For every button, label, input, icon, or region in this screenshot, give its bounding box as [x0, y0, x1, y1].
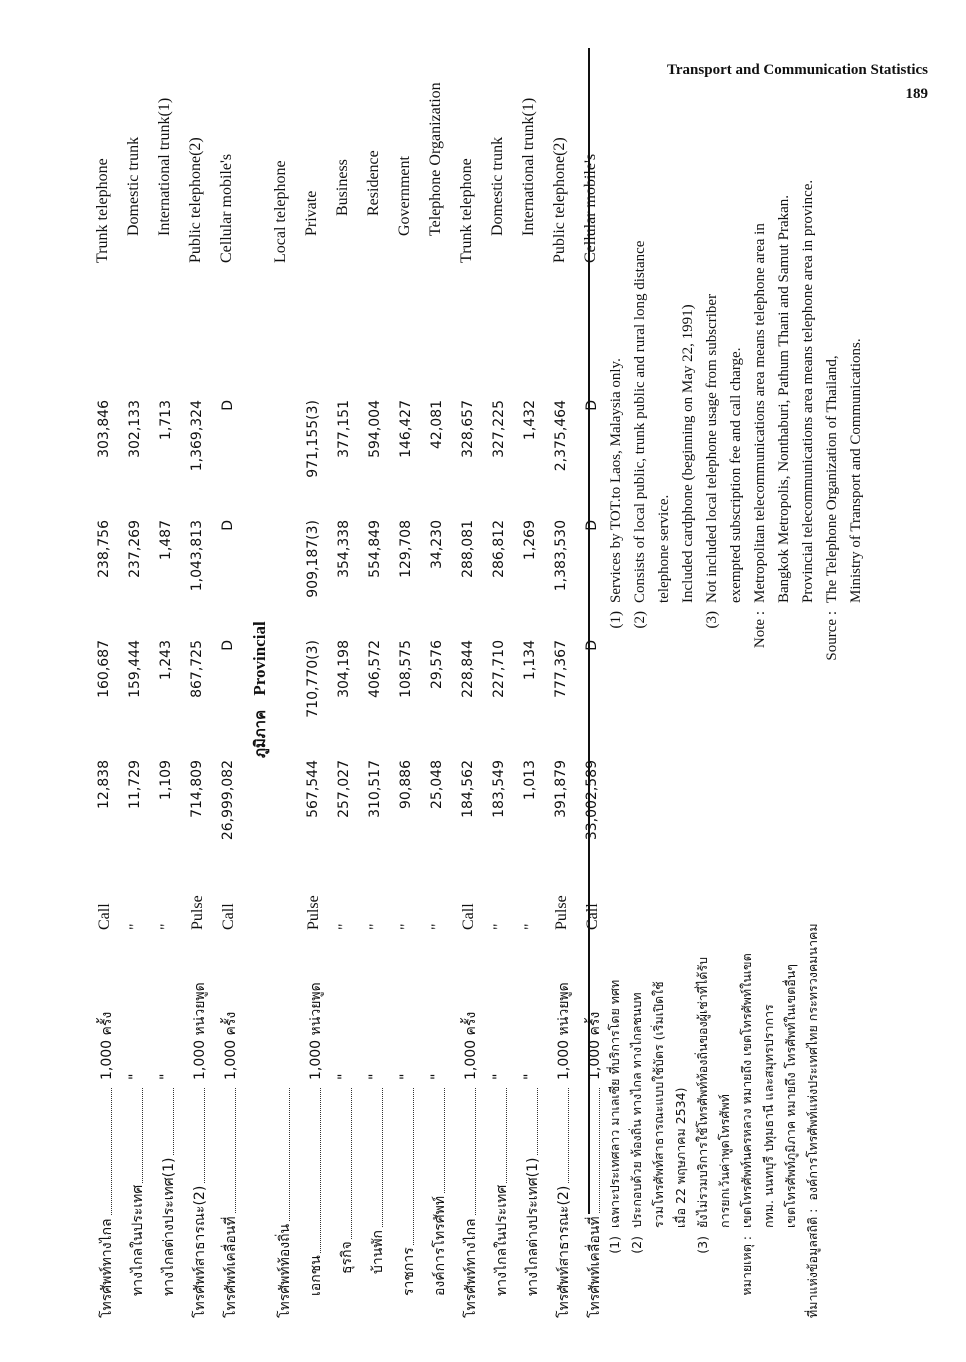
value-col-1: 567,544 [305, 760, 321, 818]
row-label-english: International trunk(1) [156, 97, 173, 236]
section-heading-english: Provincial [250, 621, 269, 696]
row-unit: 1,000 หน่วยพูด [192, 982, 208, 1080]
value-col-2: 159,444 [127, 640, 143, 698]
row-label-english: Cellular mobile's [582, 153, 599, 263]
footnote-text: เขตโทรศัพท์นครหลวง หมายถึง เขตโทรศัพท์ในเขต [739, 953, 754, 1228]
value-col-3: 1,269 [522, 520, 538, 561]
footnote-key: (3) [704, 611, 720, 629]
row-unit-type: " [429, 923, 446, 930]
row-label-thai [460, 1088, 482, 1318]
notes-divider [588, 48, 590, 1318]
row-unit: " [158, 1073, 174, 1080]
footnote-line [724, 53, 748, 693]
row-label-thai [491, 1088, 513, 1296]
row-label-english: Public telephone(2) [187, 137, 204, 263]
footnote-text: Consists of local public, trunk public and rural long distance [632, 240, 648, 603]
value-col-3: 909,187(3) [305, 520, 321, 598]
row-label-thai-text: โทรศัพท์สาธารณะ(2) [556, 1185, 572, 1318]
value-col-2: 1,134 [522, 640, 538, 681]
value-col-2: D [220, 640, 236, 651]
footnote-text: เฉพาะประเทศลาว มาเลเซีย ที่บริการโดย ทศท [607, 979, 622, 1228]
value-col-3: 238,756 [96, 520, 112, 578]
footnote-line [772, 53, 796, 693]
footnote-line [714, 718, 736, 1318]
value-col-3: 129,708 [398, 520, 414, 578]
value-col-1: 12,838 [96, 760, 112, 809]
row-unit: " [522, 1073, 538, 1080]
footnote-line [844, 53, 868, 693]
table-row [363, 48, 391, 1318]
row-unit-type: " [158, 923, 175, 930]
footnote-text: Metropolitan telecommunications area means telephone area in [752, 223, 768, 603]
value-col-1: 257,027 [336, 760, 352, 818]
footnote-text: telephone service. [656, 494, 672, 603]
row-label-thai-text: ทางไกลต่างประเทศ(1) [161, 1157, 177, 1296]
value-col-2: D [584, 640, 600, 651]
footnote-key: Source : [824, 611, 840, 661]
footnote-key: (1) [608, 611, 624, 629]
value-col-2: 406,572 [367, 640, 383, 698]
value-col-3: D [220, 520, 236, 531]
row-label-thai [274, 1088, 296, 1318]
table-row [216, 48, 244, 1318]
footnote-line [604, 53, 628, 693]
row-label-thai [429, 1088, 451, 1296]
table-row [549, 48, 577, 1318]
row-label-thai-text: โทรศัพท์เคลื่อนที่ [587, 1216, 603, 1318]
rotated-table-page [48, 48, 918, 1318]
value-col-2: 304,198 [336, 640, 352, 698]
row-unit-type: " [398, 923, 415, 930]
value-col-2: 108,575 [398, 640, 414, 698]
value-col-1: 183,549 [491, 760, 507, 818]
row-label-thai-text: องค์การโทรศัพท์ [432, 1195, 448, 1296]
footnote-line [692, 718, 714, 1318]
row-label-english: International trunk(1) [520, 97, 537, 236]
footnote-line [604, 718, 626, 1318]
row-label-thai-text: โทรศัพท์เคลื่อนที่ [223, 1216, 239, 1318]
value-col-4: 377,151 [336, 400, 352, 458]
footnote-text: รวมโทรศัพท์สาธารณะแบบใช้บัตร (เริ่มเปิดใช้ [651, 981, 666, 1228]
section-heading-provincial [248, 621, 272, 758]
value-col-4: 42,081 [429, 400, 445, 449]
row-label-thai [553, 1088, 575, 1318]
value-col-3: 354,338 [336, 520, 352, 578]
footnote-text: Included cardphone (beginning on May 22, 1991) [680, 304, 696, 603]
row-unit: " [429, 1073, 445, 1080]
row-label-english: Public telephone(2) [551, 137, 568, 263]
footnote-text: Bangkok Metropolis, Nonthaburi, Pathum Thani and Samut Prakan. [776, 194, 792, 603]
row-label-thai-text: ทางไกลต่างประเทศ(1) [525, 1157, 541, 1296]
table-row [154, 48, 182, 1318]
footnote-key: (2) [632, 611, 648, 629]
row-label-english: Private [303, 190, 320, 236]
table-row [518, 48, 546, 1318]
value-col-4: 971,155(3) [305, 400, 321, 478]
row-label-thai [158, 1088, 180, 1296]
value-col-1: 90,886 [398, 760, 414, 809]
row-label-thai-text: โทรศัพท์สาธารณะ(2) [192, 1185, 208, 1318]
footnote-line [736, 718, 758, 1318]
row-label-thai [522, 1088, 544, 1296]
page-header-title: Transport and Communication Statistics [667, 62, 928, 78]
row-label-english: Domestic trunk [489, 136, 506, 236]
row-label-english: Telephone Organization [427, 82, 444, 236]
row-label-thai-text: โทรศัพท์ทางไกล [463, 1218, 479, 1318]
table-row [123, 48, 151, 1318]
row-label-english: Domestic trunk [125, 136, 142, 236]
row-label-thai-text: โทรศัพท์ทางไกล [99, 1218, 115, 1318]
footnote-key: Note : [752, 611, 768, 649]
row-unit: 1,000 ครั้ง [223, 1011, 239, 1080]
value-col-4: 302,133 [127, 400, 143, 458]
value-col-1: 33,002,589 [584, 760, 600, 841]
row-unit-type: Call [220, 903, 237, 930]
value-col-4: 1,369,324 [189, 400, 205, 472]
row-label-thai [305, 1088, 327, 1296]
row-label-thai-text: ธุรกิจ [339, 1241, 355, 1274]
row-label-thai [367, 1088, 389, 1274]
value-col-2: 867,725 [189, 640, 205, 698]
value-col-4: 2,375,464 [553, 400, 569, 472]
footnote-text: องค์การโทรศัพท์แห่งประเทศไทย กระทรวงคมนาคม [805, 923, 820, 1201]
row-label-thai [96, 1088, 118, 1318]
row-label-thai [398, 1088, 420, 1296]
footnote-text: การยกเว้นค่าพูดโทรศัพท์ [717, 1094, 732, 1228]
row-label-thai-text: ทางไกลในประเทศ [494, 1184, 510, 1296]
value-col-2: 710,770(3) [305, 640, 321, 718]
row-unit: " [336, 1073, 352, 1080]
footnote-text: exempted subscription fee and call charge. [728, 347, 744, 603]
row-unit: 1,000 ครั้ง [587, 1011, 603, 1080]
row-unit-type: Pulse [305, 895, 322, 930]
footnote-text: ยังไม่รวมบริการใช้โทรศัพท์ท้องถิ่นของผู้เช่าที่ได้รับ [695, 956, 710, 1228]
row-label-english: Business [334, 159, 351, 216]
row-unit: " [367, 1073, 383, 1080]
value-col-4: 1,432 [522, 400, 538, 441]
row-label-thai [220, 1088, 242, 1318]
row-label-thai-text: โทรศัพท์ท้องถิ่น [277, 1223, 293, 1318]
table-row [394, 48, 422, 1318]
row-unit-type: " [127, 923, 144, 930]
row-label-english: Trunk telephone [458, 158, 475, 263]
value-col-2: 227,710 [491, 640, 507, 698]
footnote-line [780, 718, 802, 1318]
value-col-4: 1,713 [158, 400, 174, 441]
value-col-1: 310,517 [367, 760, 383, 818]
row-label-thai-text: บ้านพัก [370, 1229, 386, 1274]
value-col-4: D [220, 400, 236, 411]
row-unit: " [398, 1073, 414, 1080]
value-col-2: 160,687 [96, 640, 112, 698]
footnote-line [628, 53, 652, 693]
value-col-2: 777,367 [553, 640, 569, 698]
value-col-3: 34,230 [429, 520, 445, 569]
value-col-4: 328,657 [460, 400, 476, 458]
footnote-line [802, 718, 824, 1318]
row-label-thai [127, 1088, 149, 1296]
row-unit-type: " [522, 923, 539, 930]
row-unit: " [491, 1073, 507, 1080]
row-unit: 1,000 ครั้ง [99, 1011, 115, 1080]
value-col-1: 11,729 [127, 760, 143, 809]
footnote-line [652, 53, 676, 693]
row-unit-type: Pulse [553, 895, 570, 930]
row-unit: 1,000 หน่วยพูด [556, 982, 572, 1080]
row-label-english: Cellular mobile's [218, 153, 235, 263]
footnote-line [670, 718, 692, 1318]
row-unit-type: Pulse [189, 895, 206, 930]
value-col-3: 554,849 [367, 520, 383, 578]
table-row [185, 48, 213, 1318]
footnote-text: เขตโทรศัพท์ภูมิภาค หมายถึง โทรศัพท์ในเขตอื่นๆ [783, 964, 798, 1228]
row-unit-type: " [336, 923, 353, 930]
row-unit-type: " [367, 923, 384, 930]
row-label-english: Government [396, 156, 413, 236]
row-unit: 1,000 หน่วยพูด [308, 982, 324, 1080]
row-label-thai [189, 1088, 211, 1318]
value-col-4: 303,846 [96, 400, 112, 458]
footnote-line [796, 53, 820, 693]
footnote-key: ที่มาแห่งข้อมูลสถิติ : [805, 1208, 820, 1318]
table-row [301, 48, 329, 1318]
footnote-line [758, 718, 780, 1318]
table-row [92, 48, 120, 1318]
footnote-line [648, 718, 670, 1318]
section-heading-thai: ภูมิภาค [251, 709, 269, 758]
value-col-3: 1,487 [158, 520, 174, 561]
table-row [487, 48, 515, 1318]
row-label-thai-text: ราชการ [401, 1247, 417, 1296]
footnote-text: ประกอบด้วย ท้องถิ่น ทางไกล ทางไกลชนบท [629, 992, 644, 1228]
table-row [332, 48, 360, 1318]
footnote-line [748, 53, 772, 693]
value-col-4: 594,004 [367, 400, 383, 458]
footnotes-thai [604, 718, 824, 1318]
footnote-line [676, 53, 700, 693]
row-label-thai-text: เอกชน [308, 1255, 324, 1296]
value-col-1: 26,999,082 [220, 760, 236, 841]
value-col-3: 286,812 [491, 520, 507, 578]
value-col-3: 237,269 [127, 520, 143, 578]
footnote-key: (3) [695, 1236, 710, 1254]
row-label-english: Residence [365, 150, 382, 216]
value-col-3: 1,043,813 [189, 520, 205, 592]
footnote-text: Not included local telephone usage from subscriber [704, 293, 720, 603]
footnote-line [626, 718, 648, 1318]
value-col-1: 25,048 [429, 760, 445, 809]
value-col-3: D [584, 520, 600, 531]
table-row [270, 48, 298, 1318]
row-unit-type: Call [96, 903, 113, 930]
value-col-1: 184,562 [460, 760, 476, 818]
value-col-2: 1,243 [158, 640, 174, 681]
footnote-text: Ministry of Transport and Communications. [848, 338, 864, 603]
value-col-1: 1,109 [158, 760, 174, 801]
value-col-1: 714,809 [189, 760, 205, 818]
value-col-1: 391,879 [553, 760, 569, 818]
footnote-key: (2) [629, 1236, 644, 1254]
value-col-2: 29,576 [429, 640, 445, 689]
row-unit: " [127, 1073, 143, 1080]
footnote-line [820, 53, 844, 693]
footnotes-english [604, 53, 868, 693]
page-number: 189 [905, 86, 928, 102]
footnote-text: Services by TOT.to Laos, Malaysia only. [608, 358, 624, 603]
footnote-text: Provincial telecommunications area means telephone area in province. [800, 179, 816, 603]
row-label-thai [336, 1088, 358, 1274]
value-col-3: 1,383,530 [553, 520, 569, 592]
row-unit-type: Call [460, 903, 477, 930]
footnote-key: (1) [607, 1236, 622, 1254]
value-col-4: 327,225 [491, 400, 507, 458]
footnote-line [700, 53, 724, 693]
value-col-4: 146,427 [398, 400, 414, 458]
row-label-thai-text: ทางไกลในประเทศ [130, 1184, 146, 1296]
row-unit: 1,000 ครั้ง [463, 1011, 479, 1080]
footnote-text: The Telephone Organization of Thailand, [824, 355, 840, 603]
footnote-key: หมายเหตุ : [739, 1236, 754, 1296]
value-col-4: D [584, 400, 600, 411]
row-unit-type: Call [584, 903, 601, 930]
value-col-3: 288,081 [460, 520, 476, 578]
row-unit-type: " [491, 923, 508, 930]
table-row [425, 48, 453, 1318]
footnote-text: กทม. นนทบุรี ปทุมธานี และสมุทรปราการ [761, 1004, 776, 1228]
row-label-english: Local telephone [272, 160, 289, 263]
value-col-2: 228,844 [460, 640, 476, 698]
table-row [456, 48, 484, 1318]
row-label-english: Trunk telephone [94, 158, 111, 263]
footnote-text: เมื่อ 22 พฤษภาคม 2534) [673, 1087, 688, 1228]
value-col-1: 1,013 [522, 760, 538, 801]
